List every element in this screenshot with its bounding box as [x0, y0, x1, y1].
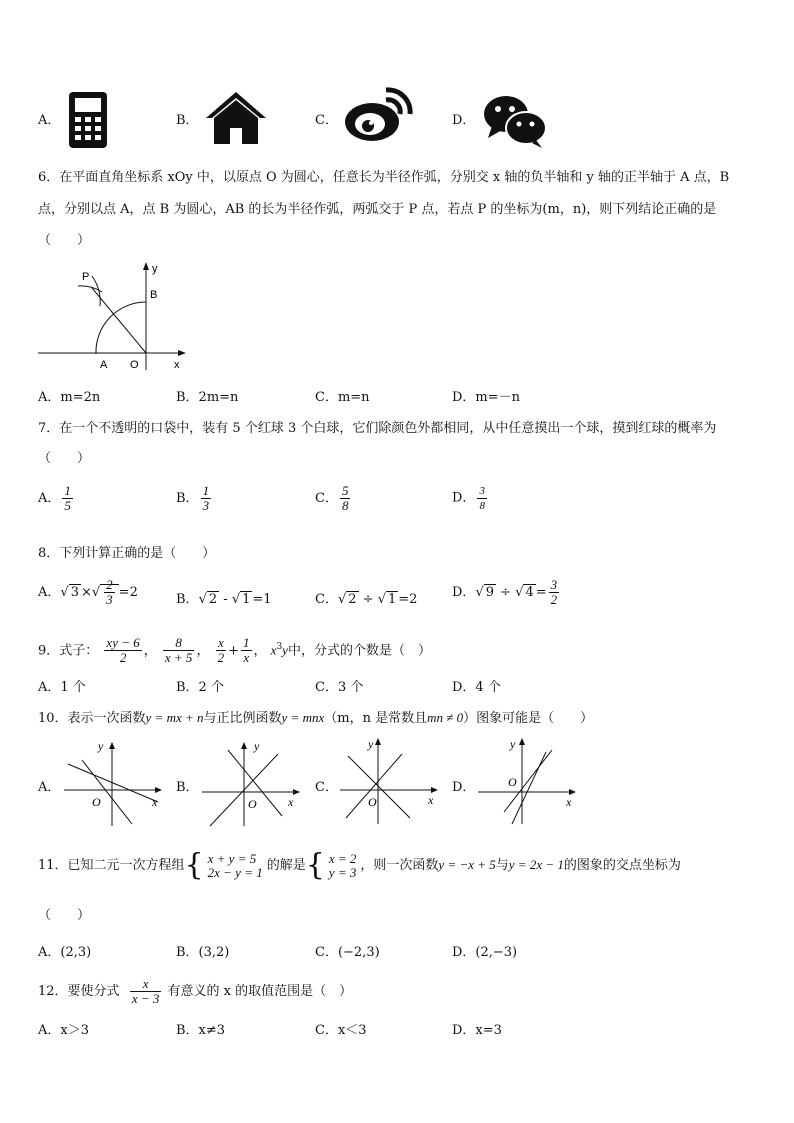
q8-option-a: A．√ 3 ×√ $\frac{2}{3}$ =2 — [38, 577, 138, 607]
svg-text:x: x — [288, 795, 294, 809]
q7-paren: （ ） — [38, 451, 91, 466]
q6-paren: （ ） — [38, 233, 91, 248]
q6-option-a: A．m=2n — [38, 390, 101, 405]
q6-option-b: B．2m=n — [176, 390, 239, 405]
svg-text:y: y — [510, 737, 516, 751]
q7-option-d: D． $\frac{3}{8}$ — [452, 485, 485, 512]
q12-option-a: A．x＞3 — [38, 1023, 89, 1038]
q10-graph-b — [200, 736, 308, 828]
q9-option-d: D．4 个 — [452, 680, 501, 695]
q11-option-d: D．(2,−3) — [452, 945, 518, 960]
wechat-icon — [482, 94, 548, 150]
q10-graph-a — [62, 736, 170, 828]
q12-line1: 12．要使分式 $\frac{x}{x - 3}$ 有意义的 x 的取值范围是（ ） — [38, 976, 353, 1006]
svg-text:x: x — [428, 793, 434, 807]
q7-line1: 7．在一个不透明的口袋中，装有 5 个红球 3 个白球，它们除颜色外都相同，从中任意摸出一个球，摸到红球的概率为 — [38, 421, 717, 436]
svg-text:y: y — [98, 739, 104, 753]
q11-paren: （ ） — [38, 908, 91, 923]
svg-text:O: O — [368, 795, 377, 809]
q6-option-d: D．m=－n — [452, 390, 521, 405]
q7-option-b: B． $\frac{1}{3}$ — [176, 483, 210, 513]
svg-text:y: y — [254, 739, 260, 753]
q9-option-b: B．2 个 — [176, 680, 224, 695]
q7-option-a: A． $\frac{1}{5}$ — [38, 483, 71, 513]
q10-label-a: A． — [38, 780, 61, 795]
q5-label-c: C． — [315, 113, 338, 128]
weibo-icon — [342, 84, 414, 144]
svg-text:O: O — [92, 795, 101, 809]
q12-option-b: B．x≠3 — [176, 1023, 226, 1038]
q11-line1: 11．已知二元一次方程组{ x + y = 5 2x − y = 1 的解是{ x = 2 y = 3 ，则一次函数y = −x + 5与y = 2x − 1的图象的交点坐标为 — [38, 847, 681, 883]
svg-text:O: O — [248, 797, 257, 811]
svg-text:y: y — [368, 737, 374, 751]
svg-text:x: x — [152, 795, 158, 809]
q8-line1: 8．下列计算正确的是（ ） — [38, 546, 216, 561]
q6-label-y: y — [152, 263, 158, 275]
q6-label-b: B — [150, 289, 158, 301]
q5-label-b: B． — [176, 113, 199, 128]
q10-label-b: B． — [176, 780, 199, 795]
q11-option-a: A．(2,3) — [38, 945, 92, 960]
q6-line1: 6．在平面直角坐标系 xOy 中，以原点 O 为圆心，任意长为半径作弧，分别交 x 轴的负半轴和 y 轴的正半轴于 A 点，B — [38, 170, 730, 185]
q6-figure — [36, 258, 196, 374]
q6-option-c: C．m=n — [315, 390, 370, 405]
svg-text:O: O — [508, 775, 517, 789]
q5-label-d: D． — [452, 113, 476, 128]
q6-label-o: O — [130, 359, 139, 371]
home-icon — [204, 90, 268, 146]
q12-option-c: C．x＜3 — [315, 1023, 367, 1038]
q9-line1: 9．式子： $\frac{xy - 6}{2}$ ， $\frac{8}{x + 5}$ ， $\frac{x}{2}$ + $\frac{1}{x}$ ， $x^3y$中，分式的个数是（ ） — [38, 635, 431, 666]
q10-line1: 10．表示一次函数y = mx + n与正比例函数y = mnx（m，n 是常数且mn ≠ 0）图象可能是（ ） — [38, 710, 594, 726]
q8-option-b: B．√ 2 - √ 1 =1 — [176, 592, 272, 607]
q5-label-a: A． — [38, 113, 61, 128]
q11-option-b: B．(3,2) — [176, 945, 230, 960]
q12-option-d: D．x=3 — [452, 1023, 502, 1038]
q6-label-p: P — [82, 271, 90, 283]
q10-label-d: D． — [452, 780, 476, 795]
q8-option-c: C．√ 2 ÷ √ 1 =2 — [315, 592, 418, 607]
q11-option-c: C．(−2,3) — [315, 945, 380, 960]
q10-label-c: C． — [315, 780, 338, 795]
phone-icon — [66, 90, 110, 150]
q10-graph-d — [476, 734, 584, 826]
q9-option-a: A．1 个 — [38, 680, 86, 695]
q6-label-a: A — [100, 359, 108, 371]
q7-option-c: C． $\frac{5}{8}$ — [315, 483, 349, 513]
svg-text:x: x — [566, 795, 572, 809]
q10-graph-c — [338, 734, 446, 826]
q9-option-c: C．3 个 — [315, 680, 364, 695]
q8-option-d: D．√ 9 ÷ √ 4 = $\frac{3}{2}$ — [452, 577, 558, 607]
q6-line2: 点，分别以点 A，点 B 为圆心，AB 的长为半径作弧，两弧交于 P 点，若点 P 的坐标为(m，n)，则下列结论正确的是 — [38, 202, 717, 217]
q6-label-x: x — [174, 359, 180, 371]
